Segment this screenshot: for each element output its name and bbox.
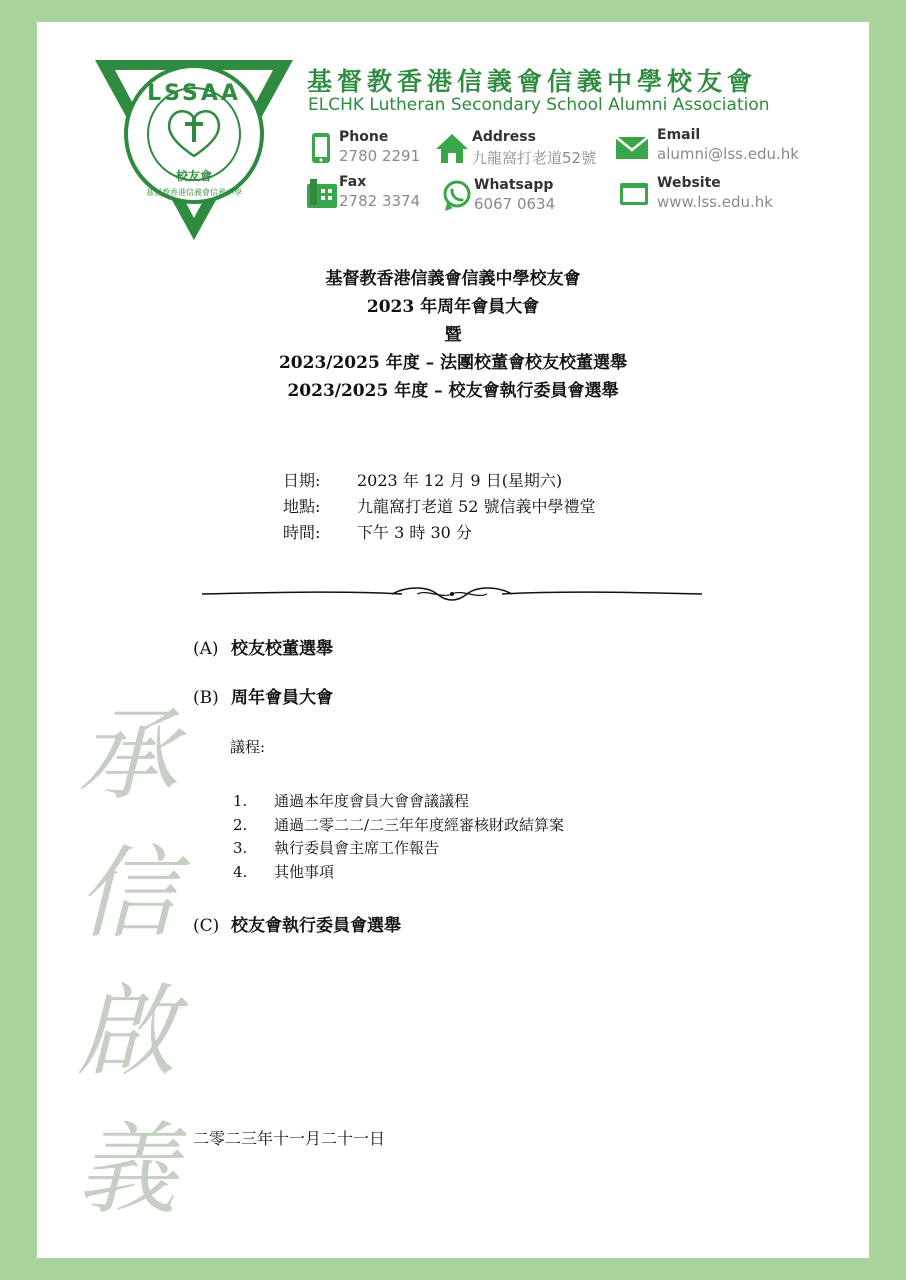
agenda-item [233, 861, 564, 885]
phone-value: 2780 2291 [339, 147, 421, 165]
whatsapp-icon [442, 179, 476, 213]
section-a [193, 634, 333, 659]
motto-char: 啟 [77, 973, 177, 1090]
lssaa-logo [93, 52, 295, 242]
email-label: Email [657, 127, 701, 143]
phone-icon [305, 131, 339, 165]
agenda-item-num: 2. [233, 815, 248, 834]
agenda-item-num: 3. [233, 839, 248, 857]
section-c [193, 911, 401, 936]
title-line-4: 2023/2025 年度 – 法團校董會校友校董選舉 [278, 353, 628, 373]
svg-text:校友會: 校友會 [175, 169, 213, 183]
agenda-item-num: 4. [233, 862, 248, 881]
monitor-icon [618, 177, 652, 211]
agenda-item [233, 837, 564, 861]
section-b [193, 683, 333, 708]
email-value: alumni@lss.edu.hk [657, 145, 799, 163]
info-venue-value: 九龍窩打老道 52 號信義中學禮堂 [357, 497, 596, 516]
whatsapp-value: 6067 0634 [474, 195, 556, 213]
fax-icon [305, 176, 339, 210]
address-value: 九龍窩打老道52號 [472, 149, 597, 167]
home-icon [435, 131, 469, 165]
agenda-item [233, 790, 564, 814]
org-name-en: ELCHK Lutheran Secondary School Alumni Association [308, 95, 770, 115]
whatsapp-label: Whatsapp [474, 177, 554, 193]
agenda-list [233, 790, 564, 884]
phone-label: Phone [339, 129, 389, 145]
title-line-2: 2023 年周年會員大會 [366, 297, 540, 317]
motto-watermark [67, 687, 187, 1239]
section-a-title: 校友校董選舉 [231, 639, 333, 659]
agenda-item-text: 通過本年度會員大會會議議程 [274, 792, 470, 810]
agenda-item [233, 814, 564, 838]
info-venue-label: 地點: [283, 497, 321, 516]
ornamental-divider [202, 583, 702, 605]
info-time-value: 下午 3 時 30 分 [357, 523, 472, 542]
motto-char: 信 [77, 835, 177, 952]
info-time-label: 時間: [283, 523, 321, 542]
section-c-tag: (C) [193, 916, 220, 936]
agenda-item-num: 1. [233, 792, 248, 810]
motto-char: 義 [77, 1111, 177, 1228]
section-c-title: 校友會執行委員會選舉 [231, 916, 401, 936]
issue-date: 二零二三年十一月二十一日 [193, 1129, 386, 1148]
website-label: Website [657, 175, 721, 191]
info-date [283, 468, 596, 494]
svg-text:LSSAA: LSSAA [147, 81, 241, 106]
agenda-label: 議程: [230, 738, 266, 756]
info-date-value: 2023 年 12 月 9 日(星期六) [357, 471, 563, 490]
svg-text:基督教香港信義會信義中學: 基督教香港信義會信義中學 [146, 188, 242, 197]
section-b-title: 周年會員大會 [231, 688, 333, 708]
info-date-label: 日期: [283, 471, 321, 490]
fax-value: 2782 3374 [339, 192, 421, 210]
info-time [283, 520, 596, 546]
document-page [37, 22, 869, 1258]
motto-char: 承 [77, 697, 177, 814]
agenda-item-text: 其他事項 [274, 862, 335, 881]
title-line-3: 暨 [444, 325, 462, 345]
fax-label: Fax [339, 174, 367, 190]
website-value: www.lss.edu.hk [657, 193, 773, 211]
org-name-cn: 基督教香港信義會信義中學校友會 [307, 67, 758, 96]
info-venue [283, 494, 596, 520]
title-line-5: 2023/2025 年度 – 校友會執行委員會選舉 [287, 381, 619, 401]
title-line-1: 基督教香港信義會信義中學校友會 [325, 269, 581, 289]
address-label: Address [472, 129, 536, 145]
email-icon [615, 129, 649, 163]
section-b-tag: (B) [193, 688, 219, 708]
meeting-info [283, 468, 596, 546]
notice-title [37, 265, 869, 405]
agenda-item-text: 執行委員會主席工作報告 [274, 839, 440, 857]
section-a-tag: (A) [193, 639, 219, 659]
agenda-item-text: 通過二零二二/二三年年度經審核財政結算案 [274, 815, 565, 834]
